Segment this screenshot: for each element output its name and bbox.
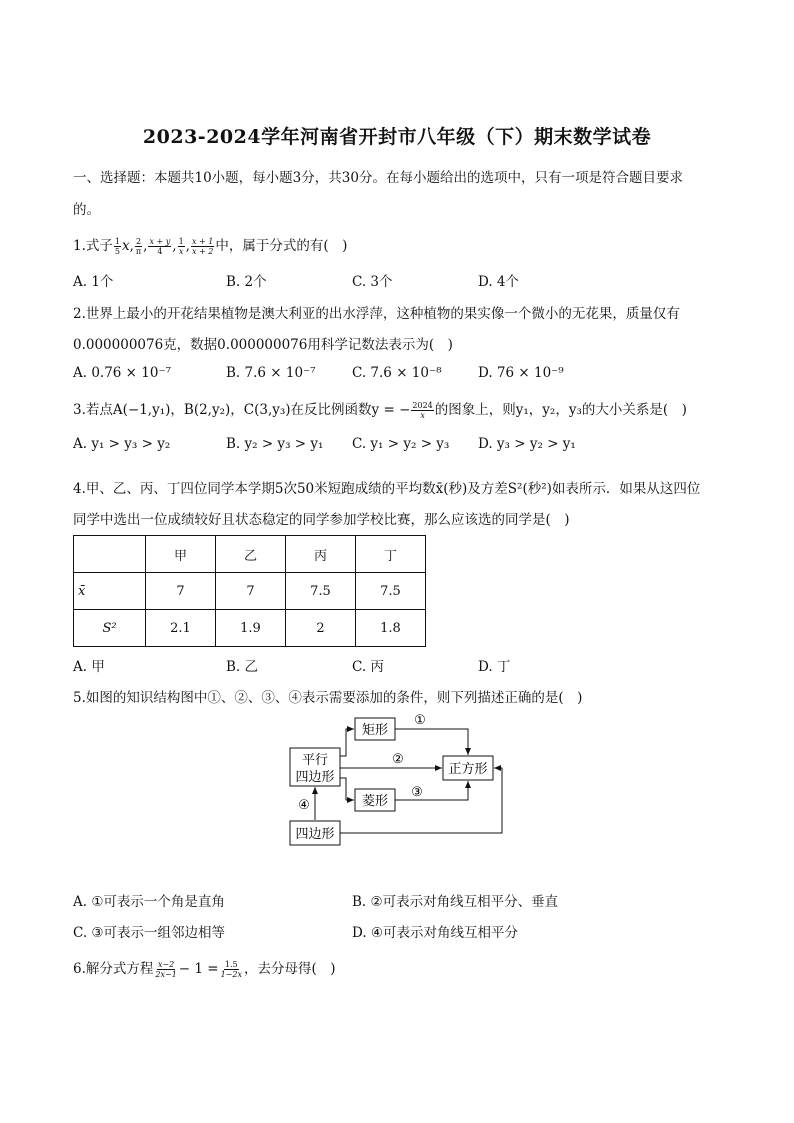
condition-marker-3: ③ [411,785,423,800]
label-rhombus: 菱形 [361,794,389,809]
table-cell: 7 [146,573,216,610]
table-header-cell [74,536,146,573]
table-cell: 7.5 [356,573,426,610]
q3-fraction: $\frac{2024}{x}$ [412,401,433,420]
label-rectangle: 矩形 [361,723,389,738]
label-square: 正方形 [448,762,488,777]
q5-option-d[interactable]: D. ④可表示对角线互相平分 [352,925,519,941]
q3-option-c[interactable]: C. y₁ > y₂ > y₃ [352,436,450,452]
q3-option-b[interactable]: B. y₂ > y₃ > y₁ [226,436,324,452]
q3-option-a[interactable]: A. y₁ > y₃ > y₂ [73,436,171,452]
q4-option-d[interactable]: D. 丁 [478,659,511,675]
section-instructions-line2: 的。 [73,202,100,218]
q5-option-b[interactable]: B. ②可表示对角线互相平分、垂直 [352,894,559,910]
table-cell: 1.9 [216,610,286,647]
q1-x: x [121,238,130,254]
q1-fraction-2: $\frac{2}{\pi}$ [135,237,142,256]
q4-option-c[interactable]: C. 丙 [352,659,384,675]
label-parallelogram-1: 平行 [301,753,329,768]
knowledge-structure-diagram [280,708,510,848]
q2-option-d[interactable]: D. 76 × 10⁻⁹ [478,365,564,381]
q6-suffix: ，去分母得( ) [244,961,336,977]
question-6-stem [73,957,336,979]
q3-option-d[interactable]: D. y₃ > y₂ > y₁ [478,436,576,452]
q6-prefix: 6.解分式方程 [73,961,154,977]
arrow-parallelogram-to-rectangle [340,729,354,756]
table-row [74,610,426,647]
question-2-stem-line2: 0.000000076克，数据0.000000076用科学记数法表示为( ) [73,337,453,353]
table-cell: 7 [216,573,286,610]
table-cell: 2 [286,610,356,647]
q6-fraction-2: $\frac{1.5}{1-2x}$ [220,960,242,979]
question-3-stem [73,398,687,420]
table-header-cell: 乙 [216,536,286,573]
question-1-stem: 1.式子 $\frac{1}{5}$ x, $\frac{2}{\pi}$ , $\frac{x + y}{4}$ , $\frac{1}{x}$ , $\frac{x + 1}{x + 2}$ 中，属于分式的有( ) [73,237,348,256]
table-cell: 7.5 [286,573,356,610]
q3-suffix: 的图象上，则y₁，y₂，y₃的大小关系是( ) [434,402,687,418]
table-cell: 1.8 [356,610,426,647]
table-header-row [74,536,426,573]
condition-marker-2: ② [392,752,404,767]
q1-fraction-1: $\frac{1}{5}$ [114,237,120,256]
q1-fraction-4: $\frac{1}{x}$ [178,237,184,256]
q5-option-a[interactable]: A. ①可表示一个角是直角 [73,894,225,910]
table-row [74,573,426,610]
q1-option-b[interactable]: B. 2个 [226,274,267,290]
table-row-label: x̄ [74,573,146,610]
q1-option-c[interactable]: C. 3个 [352,274,393,290]
condition-marker-4: ④ [298,798,310,813]
table-header-cell: 丙 [286,536,356,573]
question-4-stem-line1: 4.甲、乙、丙、丁四位同学本学期5次50米短跑成绩的平均数x̄(秒)及方差S²(秒²)如表所示．如果从这四位 [73,481,701,497]
condition-marker-1: ① [414,713,426,728]
q3-prefix: 3.若点A(−1,y₁)，B(2,y₂)，C(3,y₃)在反比例函数y = − [73,402,411,418]
q2-option-a[interactable]: A. 0.76 × 10⁻⁷ [73,365,172,381]
q1-fraction-3: $\frac{x + y}{4}$ [149,237,171,256]
q4-option-a[interactable]: A. 甲 [73,659,105,675]
label-parallelogram-2: 四边形 [295,770,335,785]
section-instructions-line1: 一、选择题：本题共10小题，每小题3分，共30分。在每小题给出的选项中，只有一项是符合题目要求 [73,170,683,186]
q1-option-a[interactable]: A. 1个 [73,274,114,290]
question-4-stem-line2: 同学中选出一位成绩较好且状态稳定的同学参加学校比赛，那么应该选的同学是( ) [73,512,570,528]
table-header-cell: 丁 [356,536,426,573]
arrow-parallelogram-to-rhombus [340,778,354,800]
page-title: 2023-2024学年河南省开封市八年级（下）期末数学试卷 [142,126,652,148]
q2-option-c[interactable]: C. 7.6 × 10⁻⁸ [352,365,442,381]
label-quadrilateral: 四边形 [295,827,335,842]
question-5-stem: 5.如图的知识结构图中①、②、③、④表示需要添加的条件，则下列描述正确的是( ) [73,690,583,706]
q1-suffix: 中，属于分式的有( ) [215,238,348,254]
q6-fraction-1: $\frac{x-2}{2x-1}$ [155,960,177,979]
score-table [73,535,426,647]
q6-mid: − 1 = [178,961,219,977]
q1-fraction-5: $\frac{x + 1}{x + 2}$ [191,237,214,256]
q2-option-b[interactable]: B. 7.6 × 10⁻⁷ [226,365,316,381]
q4-option-b[interactable]: B. 乙 [226,659,259,675]
arrow-rectangle-to-square [395,729,468,755]
q5-option-c[interactable]: C. ③可表示一组邻边相等 [73,925,226,941]
q1-option-d[interactable]: D. 4个 [478,274,520,290]
table-row-label: S² [74,610,146,647]
arrow-rhombus-to-square [395,781,468,800]
table-header-cell: 甲 [146,536,216,573]
q1-prefix: 1.式子 [73,238,113,254]
table-cell: 2.1 [146,610,216,647]
question-2-stem-line1: 2.世界上最小的开花结果植物是澳大利亚的出水浮萍，这种植物的果实像一个微小的无花果，质量仅有 [73,306,680,322]
